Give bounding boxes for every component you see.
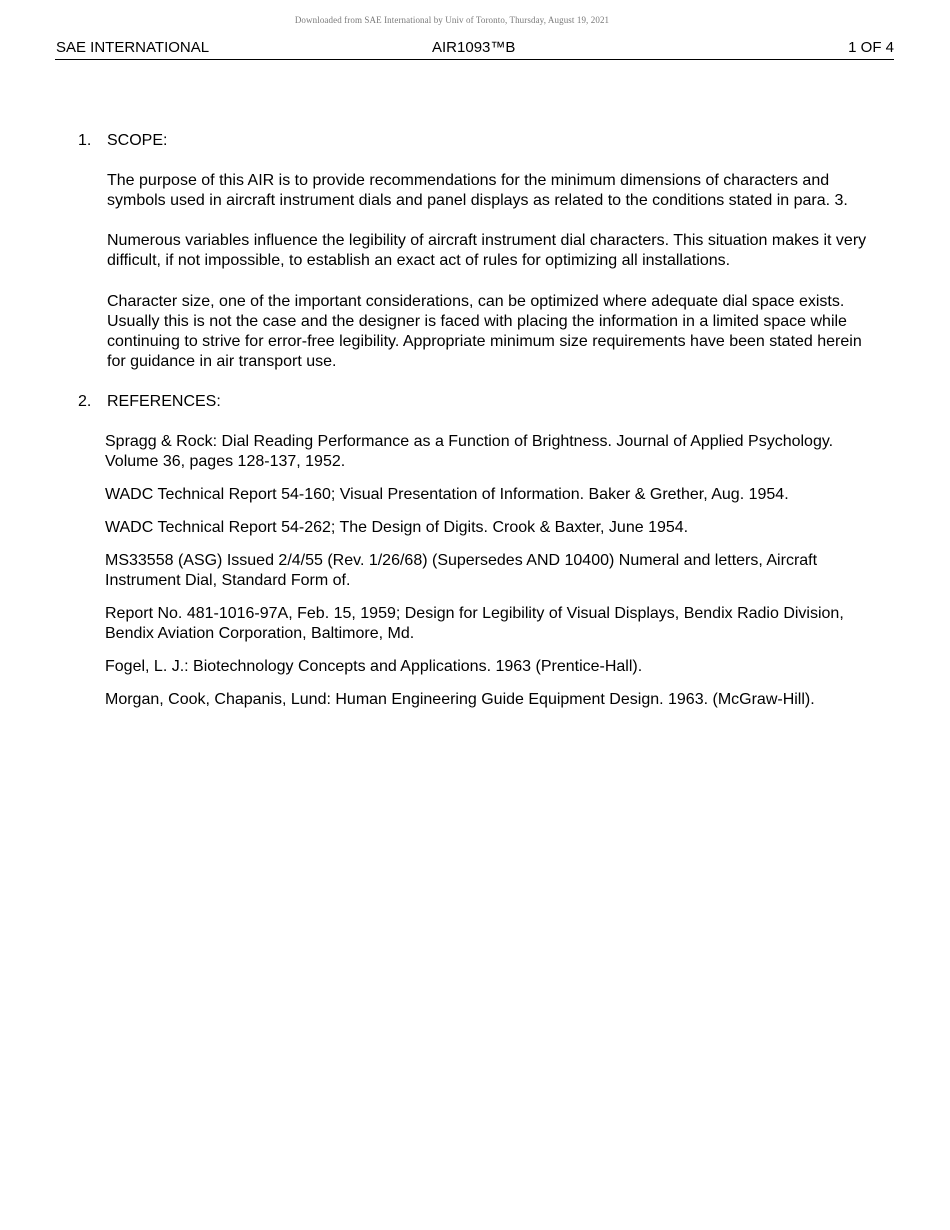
section-heading-scope [78,131,878,151]
header-publisher: SAE INTERNATIONAL [56,39,210,56]
scope-paragraph: Numerous variables influence the legibility of aircraft instrument dial characters. This situation makes it very difficult, if not impossible, to establish an exact act of rules for optimizing all installations. [107,232,867,269]
reference-item: WADC Technical Report 54-160; Visual Presentation of Information. Baker & Grether, Aug. 1954. [105,486,789,503]
reference-item: MS33558 (ASG) Issued 2/4/55 (Rev. 1/26/68) (Supersedes AND 10400) Numeral and letters, Aircraft Instrument Dial, Standard Form of. [105,552,818,589]
download-watermark: Downloaded from SAE International by Univ of Toronto, Thursday, August 19, 2021 [294,15,610,25]
reference-item: Fogel, L. J.: Biotechnology Concepts and Applications. 1963 (Prentice-Hall). [105,658,643,675]
page-header [55,39,894,60]
reference-item: WADC Technical Report 54-262; The Design of Digits. Crook & Baxter, June 1954. [105,519,689,536]
document-body [78,131,878,723]
scope-paragraph: The purpose of this AIR is to provide recommendations for the minimum dimensions of characters and symbols used in aircraft instrument dials and panel displays as related to the conditions stated in para. 3. [107,172,848,209]
reference-item: Morgan, Cook, Chapanis, Lund: Human Engineering Guide Equipment Design. 1963. (McGraw-Hill). [105,691,815,708]
reference-item: Report No. 481-1016-97A, Feb. 15, 1959; Design for Legibility of Visual Displays, Bendix Radio Division, Bendix Aviation Corporation, Baltimore, Md. [105,605,844,642]
section-title: REFERENCES: [107,393,221,410]
scope-paragraph: Character size, one of the important considerations, can be optimized where adequate dial space exists. Usually this is not the case and the designer is faced with placing the information in a limited space while continuing to strive for error-free legibility. Appropriate minimum size requirements have been stated herein for guidance in air transport use. [107,293,862,370]
reference-item: Spragg & Rock: Dial Reading Performance as a Function of Brightness. Journal of Applied Psychology. Volume 36, pages 128-137, 1952. [105,433,834,470]
reference-list [105,432,875,710]
section-heading-references [78,392,878,412]
header-document-number: AIR1093™B [432,39,516,56]
section-title: SCOPE: [107,132,168,149]
section-number: 2. [78,393,92,410]
section-number: 1. [78,132,92,149]
header-page-number: 1 OF 4 [848,39,894,56]
